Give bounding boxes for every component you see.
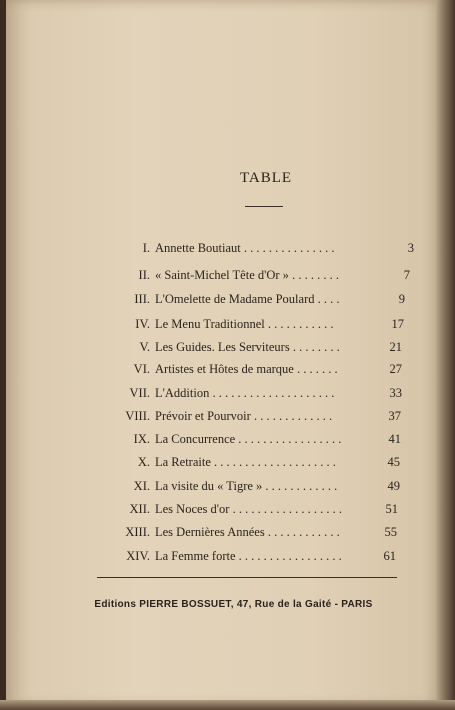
publisher-imprint: Editions PIERRE BOSSUET, 47, Rue de la Gaité - PARIS [94,599,373,610]
chapter-number: VI. [133,362,150,376]
chapter-title: La Femme forte . . . . . . . . . . . . . . . . . [155,549,342,563]
toc-entry [0,545,396,567]
toc-entry [0,336,402,358]
chapter-title: Artistes et Hôtes de marque . . . . . . . [155,362,338,376]
page-number: 17 [391,317,404,331]
chapter-number: XII. [129,502,150,516]
dot-leader: . . . . . . . . . . . . . . . . . [238,549,342,563]
dot-leader: . . . . [317,292,340,306]
page-number: 21 [389,340,402,354]
chapter-number: X. [137,455,150,469]
page-number: 51 [385,502,398,516]
page-number: 55 [384,525,397,539]
page-title: TABLE [239,170,293,186]
page-number: 33 [389,386,402,400]
chapter-title: La Concurrence . . . . . . . . . . . . . . . . . [155,432,342,446]
chapter-number: I. [142,241,150,255]
chapter-number: IX. [133,432,150,446]
toc-entry [0,405,401,427]
toc-entry [0,382,402,404]
chapter-number: XIV. [126,549,150,563]
dot-leader: . . . . . . . [296,362,338,376]
dot-leader: . . . . . . . . [292,340,340,354]
toc-entry [0,521,397,543]
page-number: 27 [389,362,402,376]
page-number: 61 [383,549,396,563]
toc-entry [0,264,410,286]
dot-leader: . . . . . . . . . . . . . . . . . . . . [212,386,335,400]
chapter-title: L'Omelette de Madame Poulard . . . . [155,292,340,306]
toc-entry [0,288,405,310]
dot-leader: . . . . . . . . . . . . . . . [243,241,335,255]
footer-rule [97,577,397,578]
chapter-number: VIII. [125,409,150,423]
page-number: 49 [387,479,400,493]
page-number: 45 [387,455,400,469]
chapter-number: V. [139,340,150,354]
chapter-number: II. [138,268,150,282]
page-number: 7 [403,268,410,282]
toc-entry [0,237,414,259]
page-edge-bottom [0,700,455,710]
chapter-title: L'Addition . . . . . . . . . . . . . . . . . . . . [155,386,335,400]
dot-leader: . . . . . . . . . . . . [265,479,338,493]
dot-leader: . . . . . . . . [292,268,339,282]
chapter-number: XIII. [125,525,150,539]
dot-leader: . . . . . . . . . . . . . . . . . [238,432,342,446]
page-number: 9 [398,292,405,306]
chapter-number: VII. [129,386,150,400]
dot-leader: . . . . . . . . . . . . . . . . . . [232,502,342,516]
chapter-number: XI. [133,479,150,493]
chapter-title: « Saint-Michel Tête d'Or » . . . . . . . . [155,268,339,282]
toc-entry [0,358,402,380]
page-number: 37 [388,409,401,423]
page-number: 41 [388,432,401,446]
chapter-title: La visite du « Tigre » . . . . . . . . . . . . [155,479,338,493]
dot-leader: . . . . . . . . . . . . . . . . . . . . [214,455,336,469]
dot-leader: . . . . . . . . . . . [267,317,334,331]
chapter-title: Les Guides. Les Serviteurs . . . . . . . . [155,340,340,354]
toc-entry [0,475,400,497]
chapter-title: Prévoir et Pourvoir . . . . . . . . . . . . . [155,409,333,423]
dot-leader: . . . . . . . . . . . . . [253,409,333,423]
chapter-title: La Retraite . . . . . . . . . . . . . . . . . . . . [155,455,336,469]
page-number: 3 [407,241,414,255]
toc-entry [0,498,398,520]
toc-entry [0,313,404,335]
chapter-title: Annette Boutiaut . . . . . . . . . . . . . . . [155,241,335,255]
chapter-title: Le Menu Traditionnel . . . . . . . . . . . [155,317,334,331]
dot-leader: . . . . . . . . . . . . [267,525,340,539]
chapter-number: III. [134,292,150,306]
chapter-title: Les Dernières Années . . . . . . . . . . . . [155,525,340,539]
chapter-title: Les Noces d'or . . . . . . . . . . . . . . . . . . [155,502,342,516]
toc-entry [0,428,401,450]
toc-entry [0,451,400,473]
chapter-number: IV. [135,317,150,331]
